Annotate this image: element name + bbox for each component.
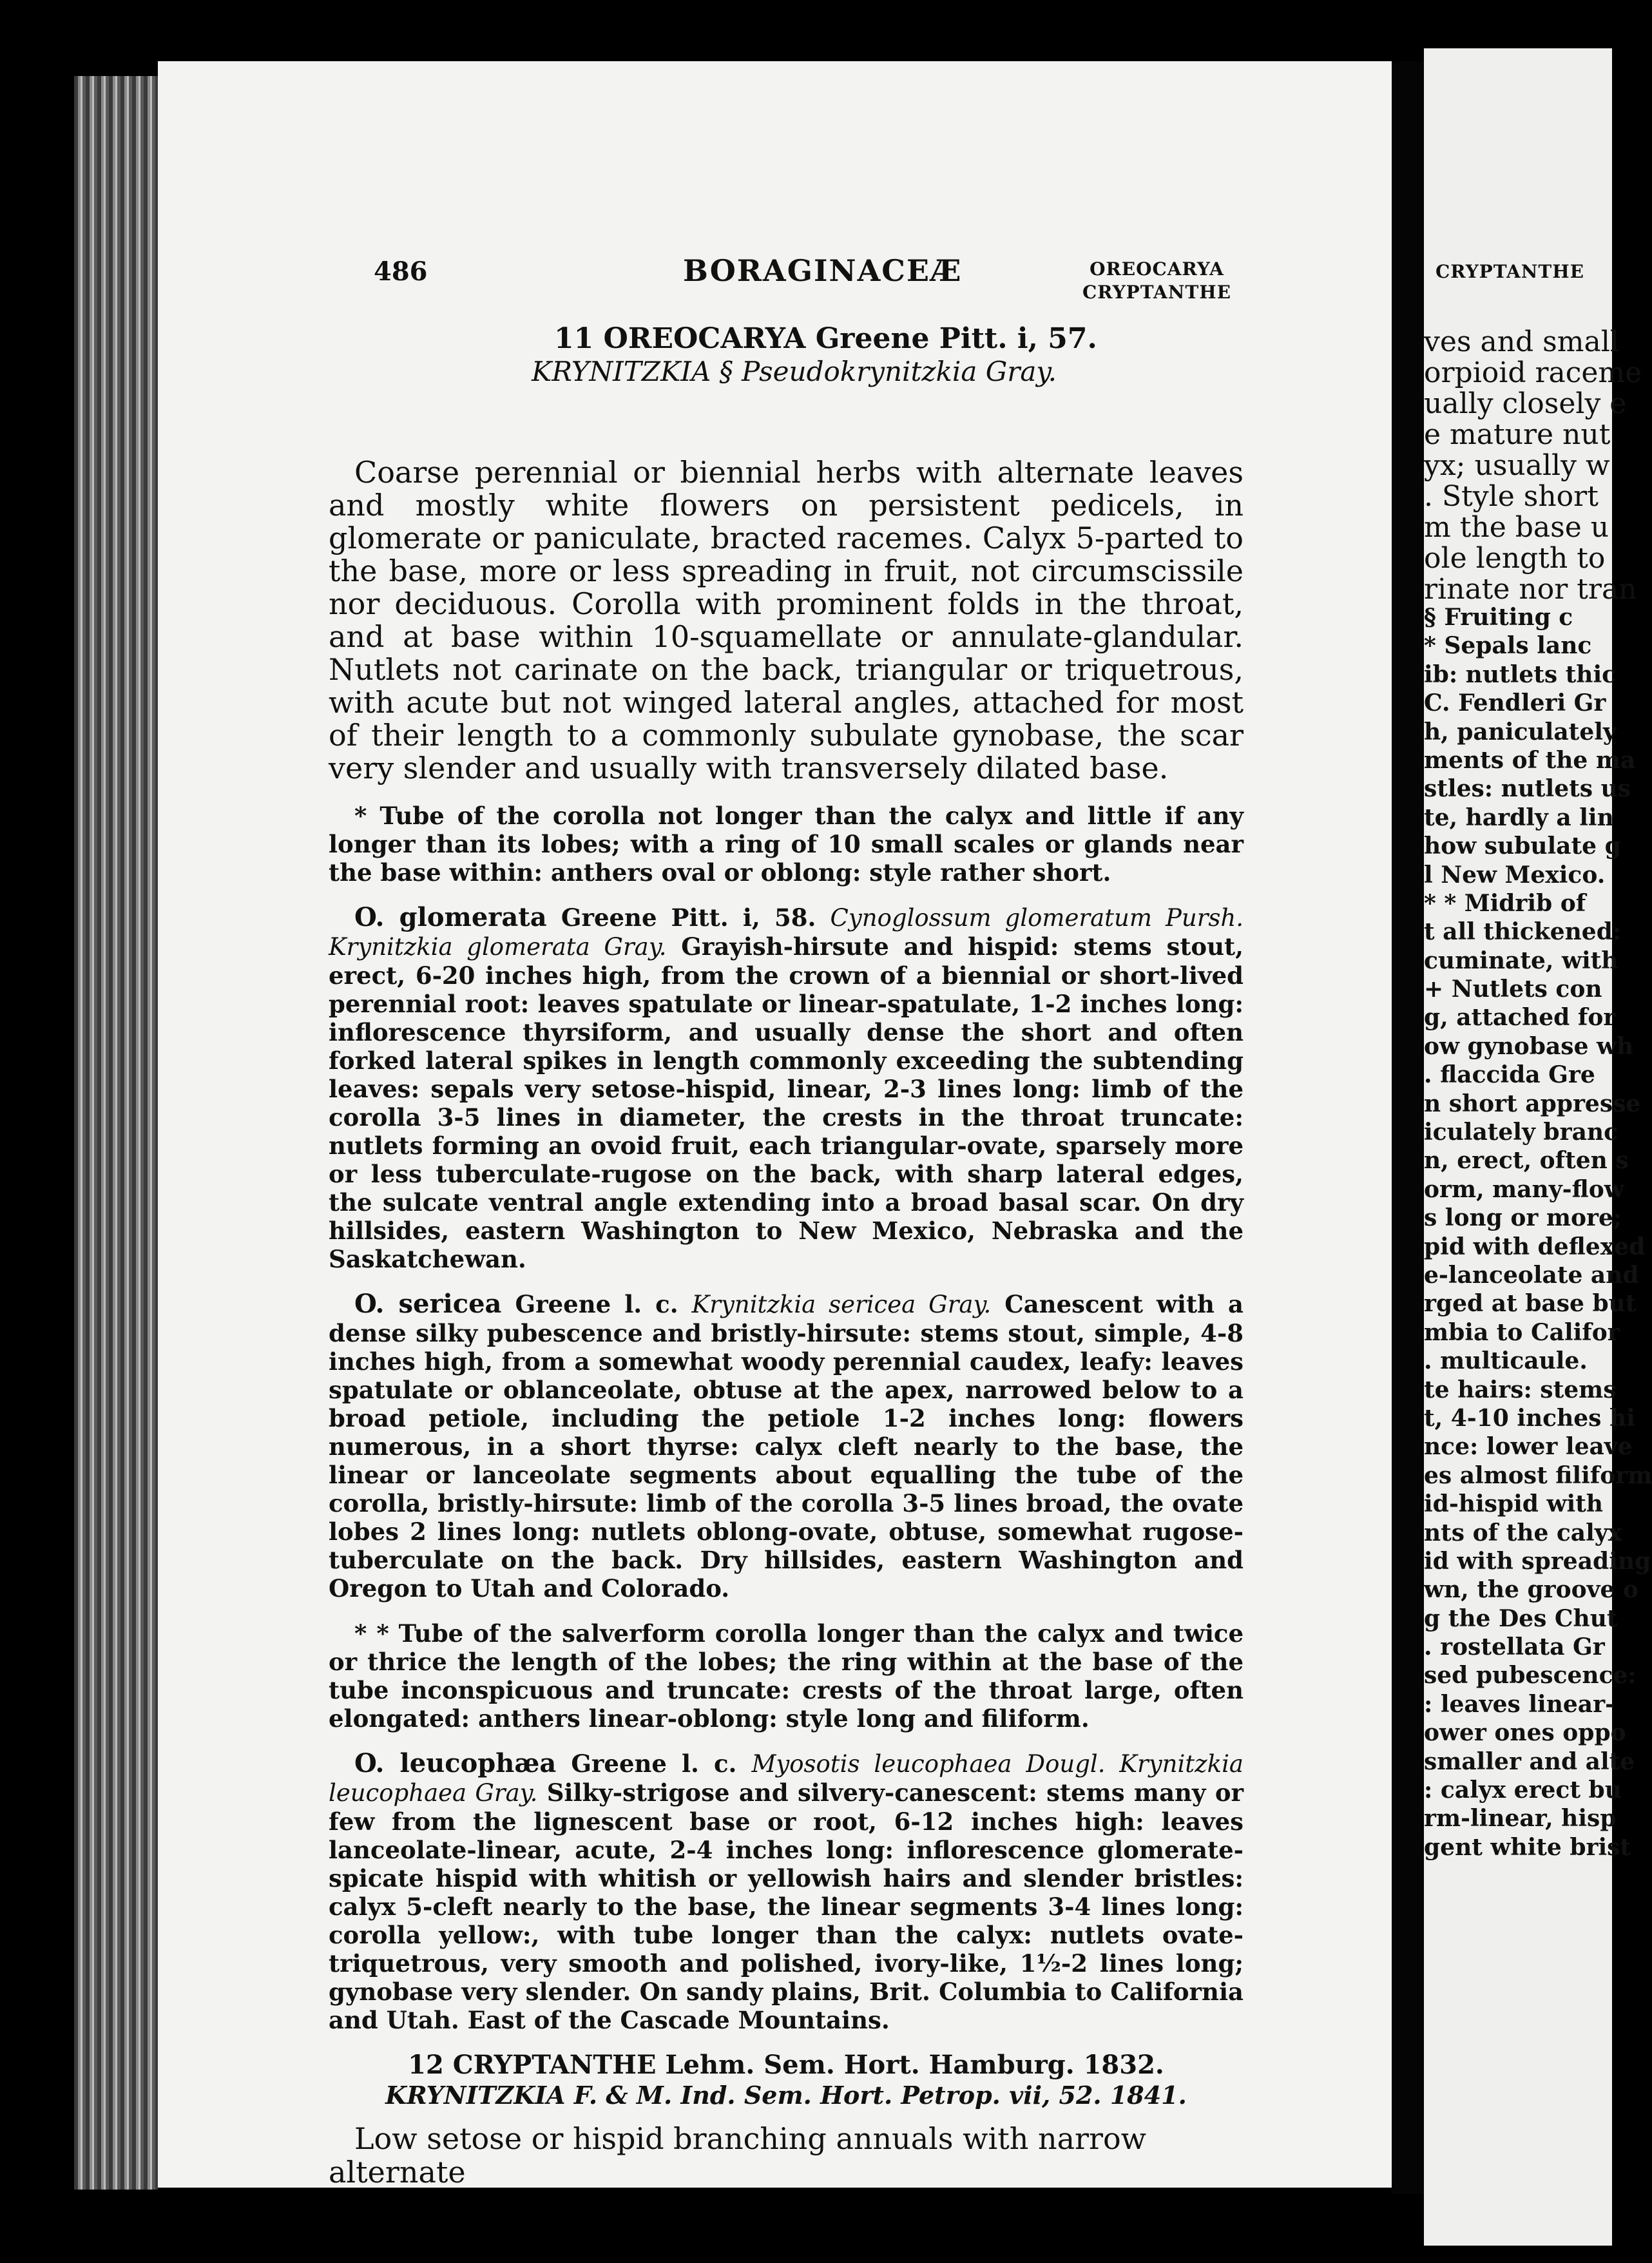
facing-line: h, paniculately <box>1424 718 1617 746</box>
genus-synonym-krynitzkia: KRYNITZKIA § Pseudokrynitzkia Gray. <box>532 356 1057 387</box>
book-gutter <box>1392 61 1424 2194</box>
species-description: Grayish-hirsute and hispid: stems stout, erect, 6-20 inches high, from the crown of a biennial or short-lived perennial root: leaves spatulate or linear-spatulate, 1-2 inches long: inflorescence thyrsiform, and usually dense the short and often forked lateral spikes in length commonly exceeding the subtending leaves: sepals very setose-hispid, linear, 2-3 lines long: limb of the corolla 3-5 lines in diameter, the crests in the throat truncate: nutlets forming an ovoid fruit, each triangular-ovate, sparsely more or less tuberculate-rugose on the back, with sharp lateral edges, the sulcate ventral angle extending into a broad basal scar. On dry hillsides, eastern Washington to New Mexico, Nebraska and the Saskatchewan. <box>329 932 1244 1273</box>
facing-line: rged at base but <box>1424 1290 1637 1318</box>
species-synonym: Cynoglossum glomeratum Pursh. Krynitzkia glomerata Gray. <box>329 904 1244 961</box>
facing-line: nce: lower leave <box>1424 1433 1633 1461</box>
facing-line: e-lanceolate and <box>1424 1261 1639 1289</box>
species-citation: Greene l. c. <box>501 1290 692 1318</box>
species-citation: Greene Pitt. i, 58. <box>546 903 831 932</box>
genus-description-start: Low setose or hispid branching annuals with narrow alternate <box>329 2121 1147 2190</box>
species-description: Canescent with a dense silky pubescence and bristly-hirsute: stems stout, simple, 4-8 inches high, from a somewhat woody perennial caudex, leafy: leaves spatulate or oblanceolate, obtuse at the apex, narrowed below to a broad petiole, including the petiole 1-2 inches long: flowers numerous, in a short thyrse: calyx cleft nearly to the base, the linear or lanceolate segments about equalling the tube of the corolla, bristly-hirsute: limb of the corolla 3-5 lines broad, the ovate lobes 2 lines long: nutlets oblong-ovate, obtuse, somewhat rugose-tuberculate on the back. Dry hillsides, eastern Washington and Oregon to Utah and Colorado. <box>329 1290 1244 1603</box>
facing-line: . rostellata Gr <box>1424 1633 1605 1661</box>
catchword-2: CRYPTANTHE <box>1082 282 1231 303</box>
facing-line: g the Des Chut <box>1424 1604 1618 1632</box>
facing-line: t, 4-10 inches hi <box>1424 1404 1635 1432</box>
book-spine-edge <box>74 76 158 2190</box>
facing-line: . flaccida Gre <box>1424 1061 1595 1089</box>
facing-line: . multicaule. <box>1424 1347 1588 1375</box>
species-name: O. glomerata <box>354 902 547 932</box>
facing-line: iculately branc <box>1424 1119 1618 1146</box>
facing-line: orpioid raceme <box>1424 356 1642 389</box>
facing-line: § Fruiting c <box>1424 604 1573 631</box>
page-number: 486 <box>374 256 428 287</box>
facing-page-fragment <box>1424 48 1652 2246</box>
page-body <box>329 393 1244 2189</box>
genus-heading-oreocarya: 11 OREOCARYA Greene Pitt. i, 57. <box>554 322 1097 355</box>
species-description: Silky-strigose and silvery-canescent: stems many or few from the lignescent base or root, 6-12 inches high: leaves lanceolate-linear, acute, 2-4 inches long: inflorescence glomerate-spicate hispid with whitish or yellowish hairs and slender bristles: calyx 5-cleft nearly to the base, the linear segments 3-4 lines long: corolla yellow:, with tube longer than the calyx: nutlets ovate-triquetrous, very smooth and polished, ivory-like, 1½-2 lines long; gynobase very slender. On sandy plains, Brit. Columbia to California and Utah. East of the Cascade Mountains. <box>329 1778 1244 2034</box>
facing-line: te, hardly a lin <box>1424 804 1614 831</box>
facing-line: t all thickened: <box>1424 918 1622 946</box>
facing-line: ves and small <box>1424 325 1619 358</box>
facing-line: s long or more; <box>1424 1204 1622 1232</box>
facing-line: orm, many-flow <box>1424 1175 1624 1203</box>
facing-line: how subulate g <box>1424 833 1621 860</box>
species-sericea <box>329 1290 1244 1603</box>
facing-line: ow gynobase wh <box>1424 1032 1634 1060</box>
facing-line: te hairs: stems <box>1424 1376 1617 1403</box>
facing-line: cuminate, with <box>1424 947 1618 974</box>
facing-line: + Nutlets con <box>1424 976 1602 1003</box>
facing-line: es almost filiform <box>1424 1461 1652 1489</box>
catchwords <box>1082 258 1231 304</box>
species-name: O. sericea <box>354 1289 502 1319</box>
facing-line: mbia to Califor <box>1424 1318 1620 1346</box>
section-2-key: * * Tube of the salverform corolla longer than the calyx and twice or thrice the length of the lobes; the ring within at the base of the tube inconspicuous and truncate: crests of the throat large, often elongated: anthers linear-oblong: style long and filiform. <box>329 1619 1244 1733</box>
facing-line: yx; usually w <box>1424 449 1610 482</box>
facing-line: e mature nut <box>1424 418 1611 451</box>
facing-line: wn, the groove o <box>1424 1576 1638 1604</box>
species-synonym: Krynitzkia sericea Gray. <box>691 1291 992 1318</box>
facing-running-head: CRYPTANTHE <box>1436 261 1584 282</box>
facing-line: rm-linear, hisp <box>1424 1805 1617 1833</box>
facing-line: * Sepals lanc <box>1424 632 1592 660</box>
genus-heading-cryptanthe: 12 CRYPTANTHE Lehm. Sem. Hort. Hamburg. 1832. <box>408 2050 1164 2080</box>
facing-line: C. Fendleri Gr <box>1424 689 1606 717</box>
species-glomerata <box>329 903 1244 1273</box>
facing-line: * * Midrib of <box>1424 889 1586 917</box>
facing-line: ments of the ma <box>1424 746 1636 774</box>
genus-description: Coarse perennial or biennial herbs with alternate leaves and mostly white flowers on persistent pedicels, in glomerate or paniculate, bracted racemes. Calyx 5-parted to the base, more or less spreading in fruit, not circumscissile nor deciduous. Corolla with prominent folds in the throat, and at base within 10-squamellate or annulate-glandular. Nutlets not carinate on the back, triangular or triquetrous, with acute but not winged lateral angles, attached for most of their length to a commonly subulate gynobase, the scar very slender and usually with transversely dilated base. <box>329 455 1244 785</box>
species-leucophaea <box>329 1749 1244 2034</box>
facing-line: ib: nutlets thic <box>1424 660 1617 688</box>
facing-line: : leaves linear- <box>1424 1690 1615 1718</box>
facing-line: gent white brist <box>1424 1833 1631 1861</box>
facing-line: g, attached for <box>1424 1004 1616 1032</box>
facing-line: n, erect, often s <box>1424 1147 1629 1175</box>
facing-line: : calyx erect bu <box>1424 1777 1622 1804</box>
facing-line: nts of the calyx <box>1424 1519 1622 1546</box>
facing-line: l New Mexico. <box>1424 861 1606 889</box>
section-1-key: * Tube of the corolla not longer than the calyx and little if any longer than its lobes; with a ring of 10 small scales or glands near the base within: anthers oval or oblong: style rather short. <box>329 802 1244 887</box>
running-head: BORAGINACEÆ <box>683 253 963 288</box>
facing-line: m the base u <box>1424 511 1609 544</box>
facing-line: ole length to <box>1424 542 1606 575</box>
facing-line: id with spreading <box>1424 1547 1651 1575</box>
facing-line: . Style short <box>1424 480 1599 513</box>
facing-line: smaller and alte <box>1424 1748 1635 1775</box>
facing-line: ower ones oppo <box>1424 1719 1626 1747</box>
facing-text-lines <box>1424 325 1652 1862</box>
facing-line: sed pubescence: <box>1424 1662 1637 1690</box>
facing-line: n short appresse <box>1424 1090 1641 1117</box>
facing-line: pid with deflexed <box>1424 1233 1646 1260</box>
species-name: O. leucophæa <box>354 1748 557 1778</box>
species-citation: Greene l. c. <box>556 1749 752 1778</box>
facing-line: rinate nor tran <box>1424 573 1637 606</box>
catchword-1: OREOCARYA <box>1090 258 1224 280</box>
facing-line: ually closely e <box>1424 387 1627 420</box>
facing-line: id-hispid with <box>1424 1490 1603 1518</box>
genus-synonym-krynitzkia-fm: KRYNITZKIA F. & M. Ind. Sem. Hort. Petrop. vii, 52. 1841. <box>385 2081 1187 2110</box>
facing-line: stles: nutlets us <box>1424 775 1631 803</box>
species-synonym: Myosotis leucophaea Dougl. Krynitzkia leucophaea Gray. <box>329 1750 1244 1807</box>
